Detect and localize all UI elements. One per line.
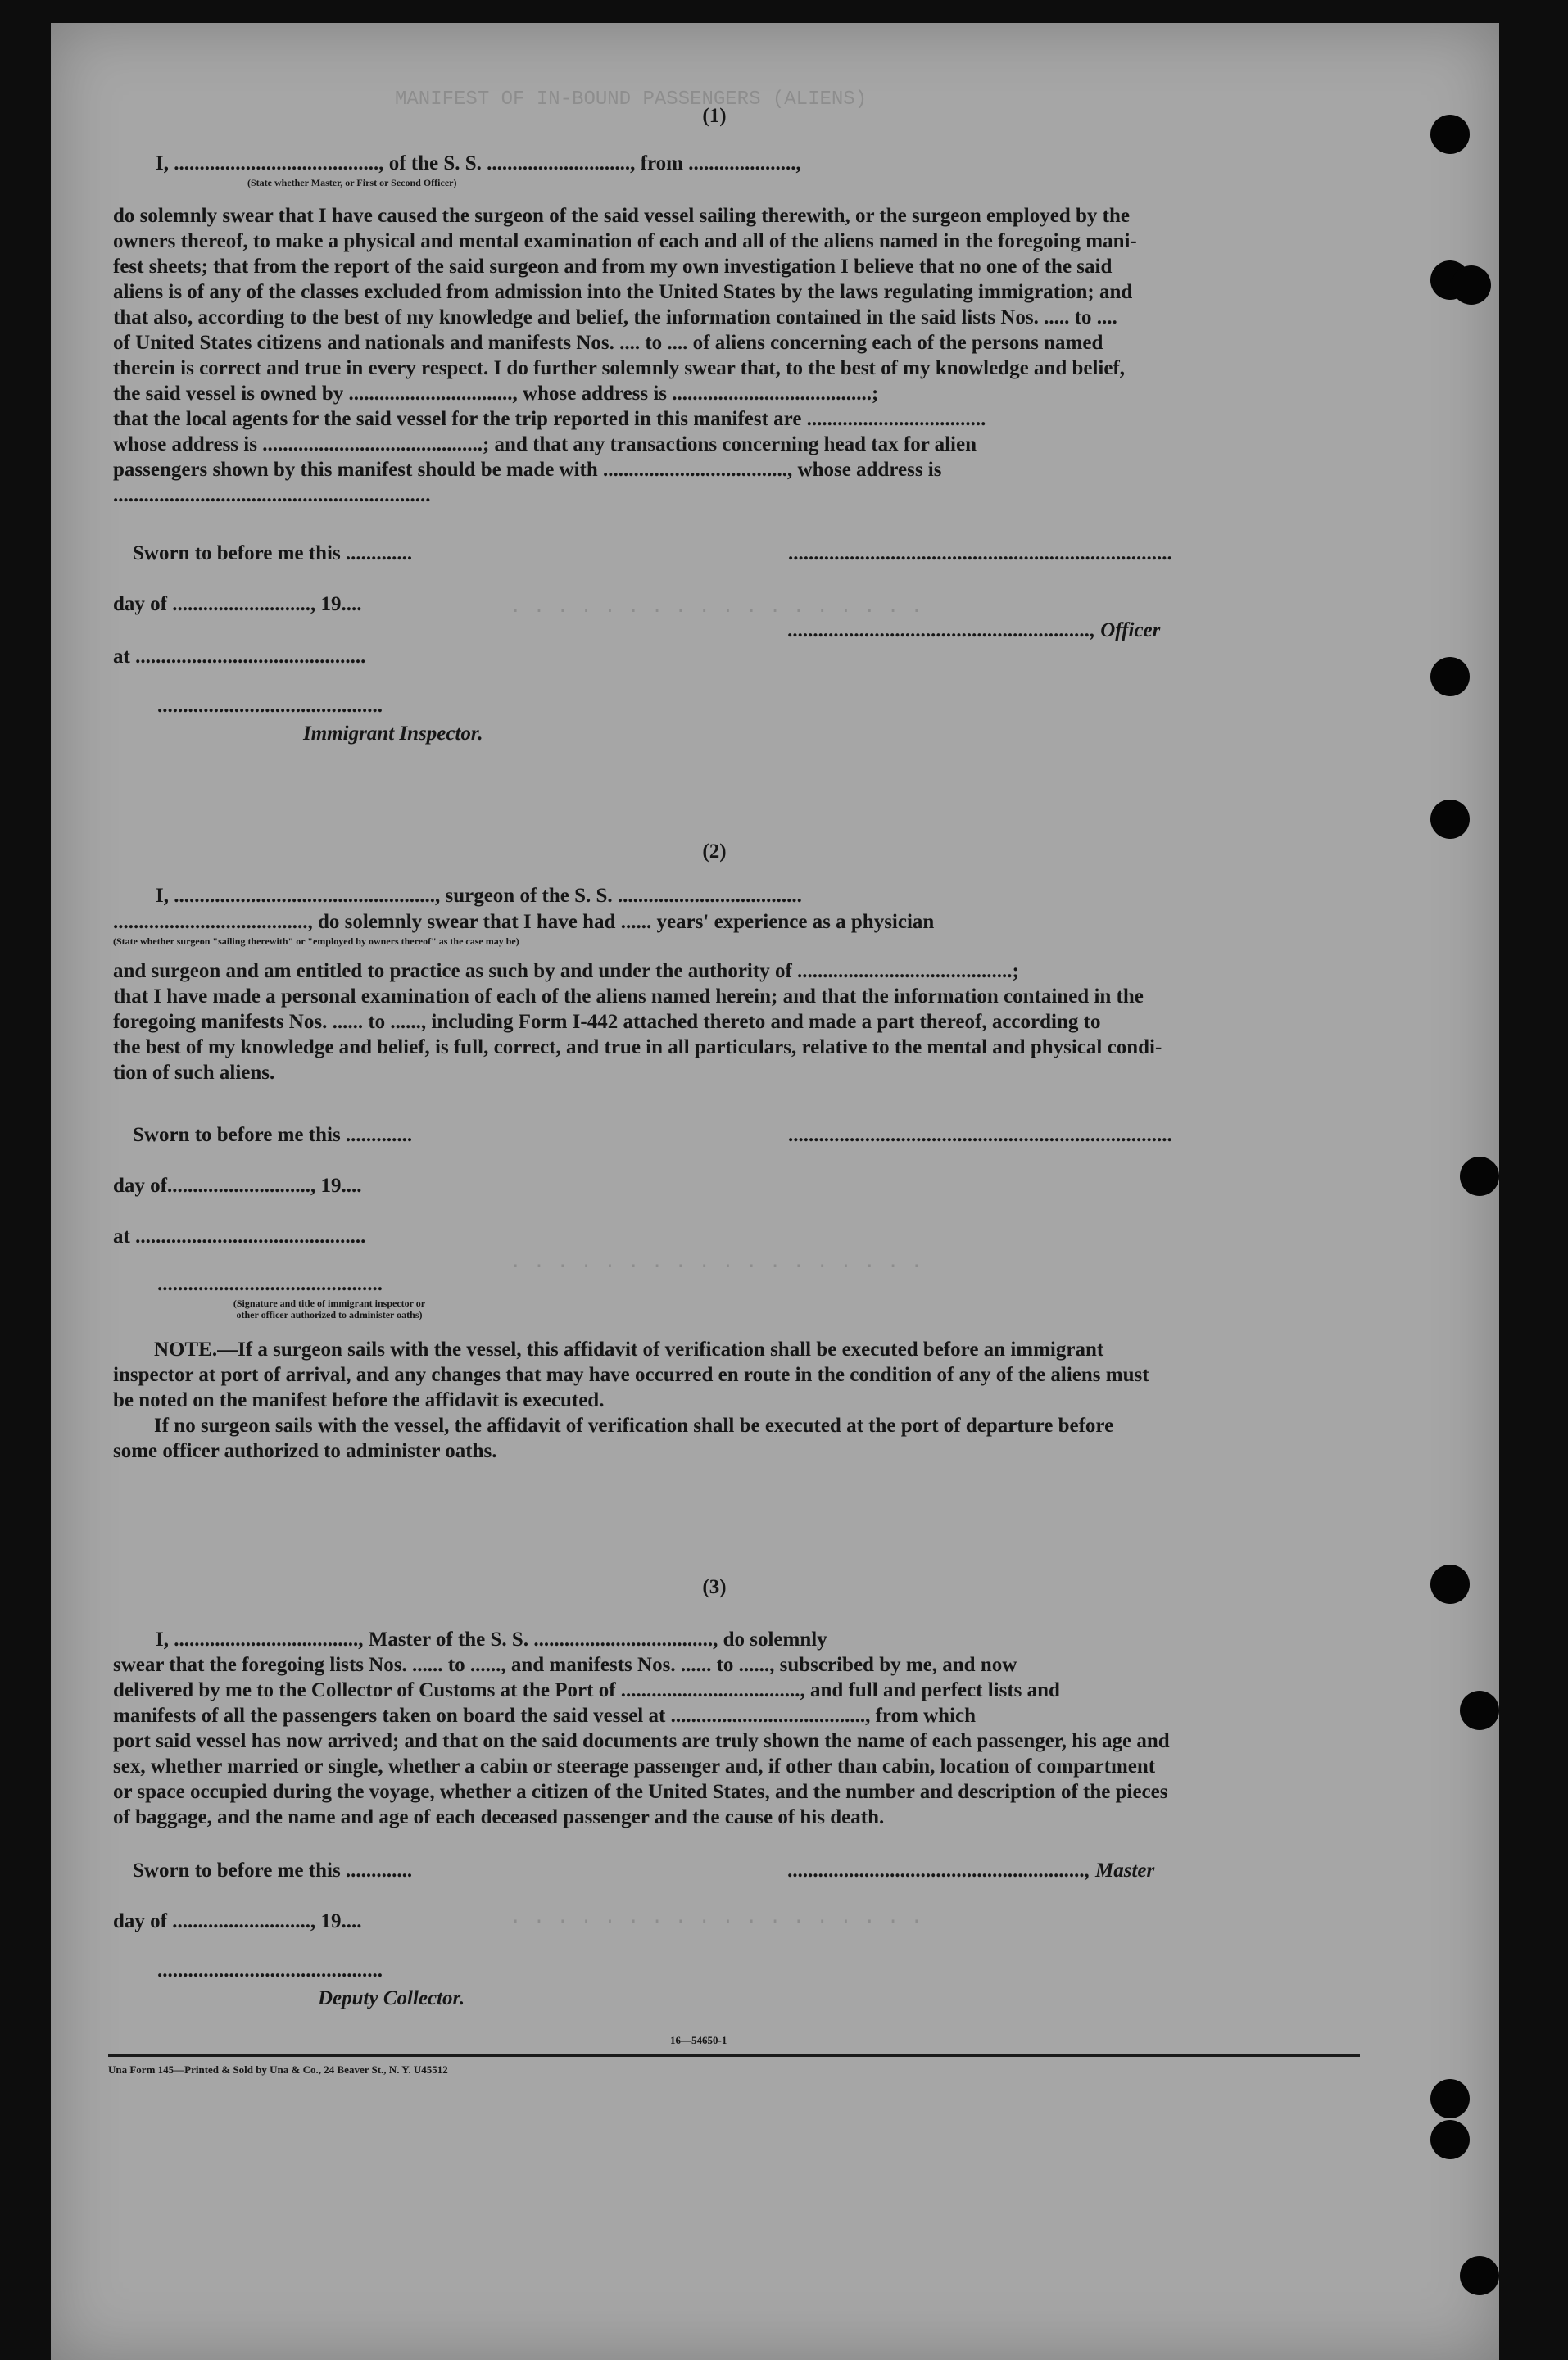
note-line: If no surgeon sails with the vessel, the affidavit of verification shall be executed at the port of departure before [154,1415,1114,1437]
sworn-line: Sworn to before me this ............. [133,1859,413,1882]
bleed-through-text: . . . . . . . . . . . . . . . . . . [510,596,923,618]
oath-body [113,203,1358,508]
officer-line: ..........................................................., Officer [788,619,1161,641]
oath-line: port said vessel has now arrived; and that on the said documents are truly shown the name of each passenger, his age and [113,1730,1170,1752]
note-line: some officer authorized to administer oaths. [113,1440,497,1462]
oath-line: owners thereof, to make a physical and mental examination of each and all of the aliens named in the foregoing mani- [113,230,1137,252]
section-number: (1) [702,105,727,127]
oath-line: tion of such aliens. [113,1062,275,1084]
oath-line: the best of my knowledge and belief, is full, correct, and true in all particulars, relative to the mental and physical condi- [113,1036,1162,1058]
form-page [51,23,1499,2360]
oath-line: that I have made a personal examination of each of the aliens named herein; and that the information contained in the [113,985,1144,1008]
place-line: at ............................................. [113,645,366,668]
field-note: (State whether surgeon "sailing therewith" or "employed by owners thereof" as the case may be) [113,935,519,947]
punch-hole [1430,2079,1470,2118]
oath-line: aliens is of any of the classes excluded from admission into the United States by the laws regulating immigration; and [113,281,1133,303]
note-block [113,1337,1358,1464]
field-note: (Signature and title of immigrant inspector or [233,1298,426,1309]
signature-line: ........................................................................... [788,542,1172,564]
printer-imprint: Una Form 145—Printed & Sold by Una & Co., 24 Beaver St., N. Y. U45512 [108,2063,448,2076]
master-line: .........................................................., Master [788,1859,1155,1882]
date-line: day of............................, 19.... [113,1175,362,1197]
bleed-through-text: MANIFEST OF IN-BOUND PASSENGERS (ALIENS) [395,88,868,111]
oath-line: ......................................, do solemnly swear that I have had ...... years' experience as a physician [113,911,935,933]
oath-line: passengers shown by this manifest should be made with ...................................., whose address is [113,459,942,481]
collector-title: Deputy Collector. [318,1987,465,2009]
note-line: NOTE.—If a surgeon sails with the vessel, this affidavit of verification shall be executed before an immigrant [154,1339,1104,1361]
oath-line: that also, according to the best of my knowledge and belief, the information contained in the said lists Nos. ..... to .... [113,306,1117,328]
punch-hole [1452,265,1491,305]
punch-hole [1460,1157,1499,1196]
oath-line: I, ..................................................., surgeon of the S. S. .................................... [156,885,802,907]
sworn-line: Sworn to before me this ............. [133,1124,413,1146]
oath-line: sex, whether married or single, whether a cabin or steerage passenger and, if other than cabin, location of compartment [113,1755,1156,1778]
oath-line: swear that the foregoing lists Nos. ...... to ......, and manifests Nos. ...... to ......, subscribed by me, and now [113,1654,1017,1676]
inspector-title: Immigrant Inspector. [303,722,483,745]
oath-line: do solemnly swear that I have caused the surgeon of the said vessel sailing therewith, or the surgeon employed by the [113,205,1130,227]
footer-rule [108,2054,1360,2057]
oath-line: I, ...................................., Master of the S. S. ..................................., do solemnly [156,1628,827,1651]
punch-hole [1460,2256,1499,2295]
bleed-through-text: . . . . . . . . . . . . . . . . . . [510,1907,923,1929]
oath-line: of United States citizens and nationals and manifests Nos. .... to .... of aliens concerning each of the persons named [113,332,1103,354]
date-line: day of ..........................., 19.... [113,1910,362,1932]
oath-line: I, ........................................, of the S. S. ............................, from ....................., [156,152,801,174]
punch-hole [1430,1565,1470,1604]
oath-line: delivered by me to the Collector of Customs at the Port of ..................................., and full and perfect lists and [113,1679,1060,1701]
field-note: other officer authorized to administer oaths) [236,1309,423,1320]
date-line: day of ..........................., 19.... [113,593,362,615]
signature-line: ........................................................................... [788,1124,1172,1146]
punch-hole [1430,657,1470,696]
oath-line: that the local agents for the said vessel for the trip reported in this manifest are ................................... [113,408,986,430]
oath-body [113,958,1358,1085]
oath-line: therein is correct and true in every respect. I do further solemnly swear that, to the best of my knowledge and belief, [113,357,1126,379]
signature-line: ............................................ [157,1959,383,1982]
oath-line: and surgeon and am entitled to practice as such by and under the authority of ..........................................; [113,960,1019,982]
punch-hole [1430,115,1470,154]
oath-line: manifests of all the passengers taken on board the said vessel at ......................................, from which [113,1705,977,1727]
field-note: (State whether Master, or First or Second Officer) [247,177,457,188]
oath-line: whose address is ...........................................; and that any transactions concerning head tax for alien [113,433,977,455]
signature-line: ............................................ [157,1273,383,1295]
note-line: inspector at port of arrival, and any changes that may have occurred en route in the condition of any of the aliens must [113,1364,1149,1386]
oath-line: or space occupied during the voyage, whether a citizen of the United States, and the number and description of the pieces [113,1781,1168,1803]
section-number: (2) [702,840,727,863]
oath-line: .............................................................. [113,484,431,506]
form-number: 16—54650-1 [670,2034,727,2046]
place-line: at ............................................. [113,1225,366,1248]
section-number: (3) [702,1576,727,1598]
punch-hole [1430,2120,1470,2159]
oath-line: the said vessel is owned by ................................, whose address is .......................................; [113,383,879,405]
sworn-line: Sworn to before me this ............. [133,542,413,564]
oath-line: of baggage, and the name and age of each deceased passenger and the cause of his death. [113,1806,885,1828]
bleed-through-text: . . . . . . . . . . . . . . . . . . [510,1252,923,1274]
signature-line: ............................................ [157,695,383,717]
punch-hole [1460,1691,1499,1730]
oath-line: foregoing manifests Nos. ...... to ......, including Form I-442 attached thereto and made a part thereof, according to [113,1011,1101,1033]
oath-body [113,1627,1358,1830]
punch-hole [1430,800,1470,839]
oath-line: fest sheets; that from the report of the said surgeon and from my own investigation I believe that no one of the said [113,256,1113,278]
note-line: be noted on the manifest before the affidavit is executed. [113,1389,605,1411]
